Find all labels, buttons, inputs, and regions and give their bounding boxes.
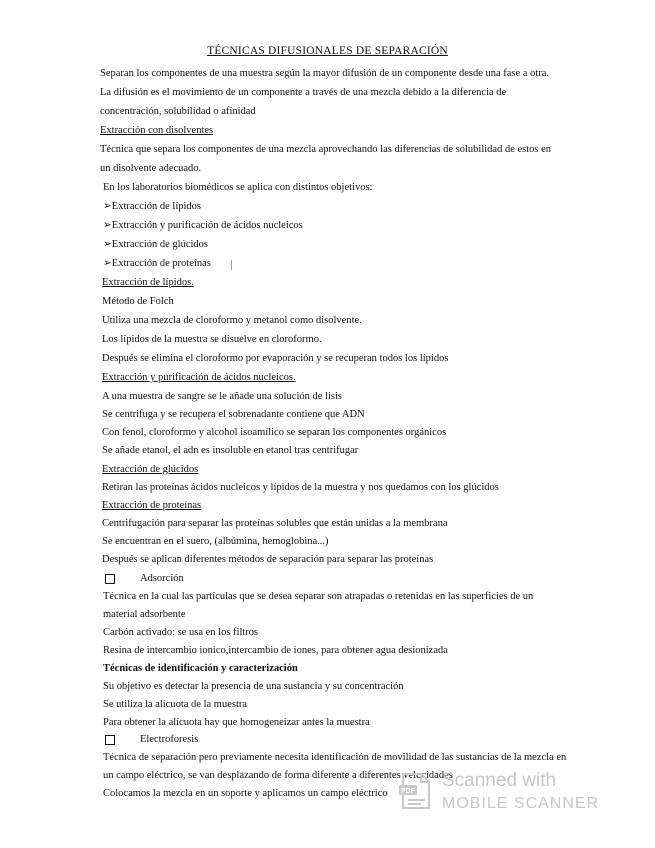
- paragraph-line: Se encuentran en el suero, (albúmina, hemoglobina...): [102, 536, 329, 547]
- watermark-line2: MOBILE SCANNER: [442, 795, 600, 812]
- paragraph-line: material adsorbente: [103, 609, 186, 620]
- watermark-line1: Scanned with: [442, 770, 557, 791]
- bullet-item: ➢Extracción de glúcidos: [103, 239, 209, 250]
- paragraph-line: Centrifugación para separar las proteínas solubles que están unidas a la membrana: [102, 518, 448, 529]
- paragraph-line: Resina de intercambio ionico,intercambio de iones, para obtener agua desionizada: [103, 645, 448, 656]
- paragraph-line: un disolvente adecuado.: [100, 163, 202, 174]
- paragraph-line: Técnica de separación pero previamente necesita identificación de movilidad de las sustancias de la mezcla en: [103, 752, 567, 763]
- section-heading-bold: Técnicas de identificación y caracterización: [103, 663, 298, 674]
- paragraph-line: Su objetivo es detectar la presencia de una sustancia y su concentración: [103, 681, 404, 692]
- paragraph-line: Los lípidos de la muestra se disuelve en cloroformo.: [102, 334, 322, 345]
- paragraph-line: Después se elimina el cloroformo por evaporación y se recuperan todos los lípidos: [102, 353, 449, 364]
- document-title: TÉCNICAS DIFUSIONALES DE SEPARACIÓN: [207, 45, 448, 57]
- section-heading: Extracción con disolventes: [100, 125, 214, 136]
- bullet-item: ➢Extracción y purificación de ácidos nucleicos: [103, 220, 303, 231]
- paragraph-line: Técnica en la cual las partículas que se desea separar son atrapadas o retenidas en las superficies de un: [103, 591, 534, 602]
- paragraph-line: Se utiliza la alícuota de la muestra: [103, 699, 248, 710]
- paragraph-line: Se centrifuga y se recupera el sobrenadante contiene que ADN: [102, 409, 365, 420]
- pdf-scanner-icon: [399, 772, 433, 812]
- paragraph-line: Separan los componentes de una muestra según la mayor difusión de un componente desde una fase a otra.: [100, 68, 550, 79]
- paragraph-line: Técnica que separa los componentes de una mezcla aprovechando las diferencias de solubilidad de estos en: [100, 144, 552, 155]
- paragraph-line: A una muestra de sangre se le añade una solución de lisis: [102, 391, 342, 402]
- paragraph-line: Método de Folch: [102, 296, 174, 307]
- bullet-item: ➢Extracción de proteínas: [103, 258, 211, 269]
- section-heading: Extracción de glúcidos: [102, 464, 199, 475]
- paragraph-line: Se añade etanol, el adn es insoluble en etanol tras centrifugar: [102, 445, 359, 456]
- paragraph-line: Después se aplican diferentes métodos de separación para separar las proteínas: [102, 554, 434, 565]
- paragraph-line: Retiran las proteínas ácidos nucleicos y lípidos de la muestra y nos quedamos con los glúcidos: [102, 482, 499, 493]
- checkbox-adsorcion[interactable]: [105, 574, 115, 584]
- paragraph-line: Para obtener la alícuota hay que homogeneizar antes la muestra: [103, 717, 370, 728]
- stray-mark: [231, 260, 232, 270]
- section-heading: Extracción de proteínas: [102, 500, 202, 511]
- paragraph-line: La difusión es el movimiento de un componente a través de una mezcla debido a la diferencia de: [100, 87, 507, 98]
- paragraph-line: Con fenol, cloroformo y alcohol isoamílico se separan los componentes orgánicos: [102, 427, 447, 438]
- svg-text:PDF: PDF: [401, 788, 415, 795]
- checkbox-label: Adsorción: [140, 573, 184, 584]
- section-heading: Extracción de lípidos.: [102, 277, 194, 288]
- paragraph-line: Carbón activado: se usa en los filtros: [103, 627, 259, 638]
- bullet-item: ➢Extracción de lípidos: [103, 201, 202, 212]
- paragraph-line: un campo eléctrico, se van desplazando de forma diferente a diferentes velocidades: [103, 770, 453, 781]
- checkbox-label: Electroforesis: [140, 734, 199, 745]
- paragraph-line: concentración, solubilidad o afinidad: [100, 106, 256, 117]
- checkbox-electroforesis[interactable]: [105, 735, 115, 745]
- paragraph-line: Colocamos la mezcla en un soporte y aplicamos un campo eléctrico: [103, 788, 388, 799]
- section-heading: Extracción y purificación de ácidos nucleicos.: [102, 372, 296, 383]
- paragraph-line: En los laboratorios biomédicos se aplica con distintos objetivos:: [103, 182, 373, 193]
- paragraph-line: Utiliza una mezcla de cloroformo y metanol como disolvente.: [102, 315, 362, 326]
